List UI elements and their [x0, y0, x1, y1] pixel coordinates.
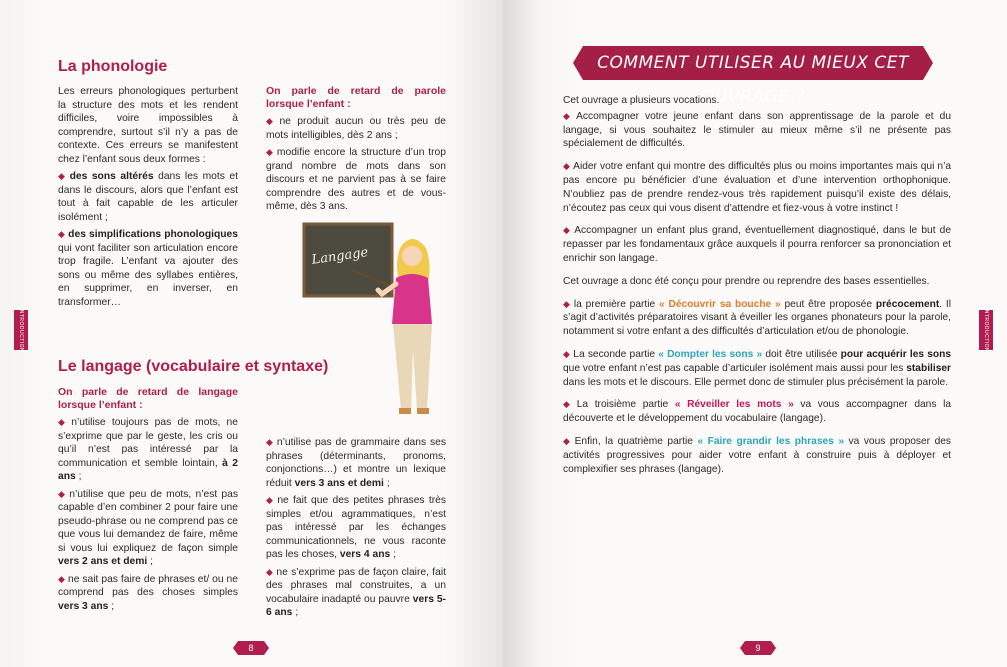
part-2: ◆ La seconde partie « Dompter les sons » doit être utilisée pour acquérir les sons que votre enfant n’est pas capable d’articuler isolément mais aussi pour les stabiliser dans les mots et le discours. Elle permet donc de stimuler plus précisément la parole. — [563, 348, 952, 388]
bullet-icon: ◆ — [58, 229, 66, 239]
face — [402, 246, 422, 266]
part-3: ◆ La troisième partie « Réveiller les mots » va vous accompagner dans la découverte et le développement du vocabulaire (langage). — [563, 399, 952, 425]
bullet-icon: ◆ — [266, 495, 275, 505]
bullet-icon: ◆ — [563, 110, 574, 121]
usage-column — [563, 94, 951, 485]
retard-parole-item-2: ◆ modifie encore la structure d’un trop grand nombre de mots dans son discours et ne parvient pas à se faire comprendre des autres et de vous-même, dès 3 ans. — [266, 147, 446, 212]
bullet-icon: ◆ — [58, 488, 67, 499]
concu-paragraph: Cet ouvrage a donc été conçu pour prendre ou reprendre des bases essentielles. — [563, 275, 930, 287]
right-page — [503, 0, 1007, 667]
phonologie-bullet-2: ◆ des simplifications phonologiques qui vont faciliter son articulation encore trop fragile. L’enfant va ajouter des sons ou même des syllabes entières, en supprimer, en inverser, en transformer… — [58, 229, 239, 308]
retard-langage-column-1 — [58, 386, 238, 617]
bullet-icon: ◆ — [58, 171, 67, 181]
usage-intro: Cet ouvrage a plusieurs vocations. — [563, 95, 720, 106]
section-banner: COMMENT UTILISER AU MIEUX CET OUVRAGE ? — [583, 46, 923, 80]
retard-langage-heading: On parle de retard de langage lorsque l’enfant : — [58, 386, 238, 411]
shoe-left — [399, 408, 411, 414]
bullet-icon: ◆ — [563, 161, 571, 172]
bullet-icon: ◆ — [563, 399, 574, 410]
retard-langage-item-2: ◆ n’utilise que peu de mots, n’est pas capable d’en combiner 2 pour faire une pseudo-phrase ou ne comprend pas ce que vous lui demandez de faire, même si vous lui expliquez de façon simple vers 2 ans et demi ; — [58, 488, 239, 567]
page-number-right: 9 — [745, 641, 771, 655]
phonologie-bullet-1: ◆ des sons altérés dans les mots et dans le discours, alors que l’enfant est tout à fait capable de les articuler isolément ; — [58, 171, 239, 223]
bullet-icon: ◆ — [563, 348, 571, 359]
page-number-left: 8 — [238, 641, 264, 655]
bullet-icon: ◆ — [563, 435, 572, 446]
section-title-phonologie: La phonologie — [58, 58, 168, 75]
retard-langage-item-4: ◆ n’utilise pas de grammaire dans ses phrases (déterminants, pronoms, conjonctions…) et montre un lexique réduit vers 3 ans et demi ; — [266, 437, 446, 489]
bullet-icon: ◆ — [58, 573, 65, 584]
phonologie-intro: Les erreurs phonologiques perturbent la structure des mots et les rendent difficiles, voire impossibles à comprendre, surtout s’il n’y a pas de contexte. Ces erreurs se manifestent chez l’enfant sous deux formes : — [58, 86, 238, 165]
left-page — [0, 0, 503, 667]
side-tab-left: INTRODUCTION — [14, 310, 28, 350]
retard-parole-heading: On parle de retard de parole lorsque l’enfant : — [266, 85, 446, 110]
retard-langage-item-1: ◆ n’utilise toujours pas de mots, ne s’exprime que par le geste, les cris ou qu’il n’est pas intéressé par la communication et semble lointain, à 2 ans ; — [58, 417, 238, 482]
bullet-icon: ◆ — [266, 566, 274, 577]
side-tab-right: INTRODUCTION — [979, 310, 993, 350]
retard-parole-item-1: ◆ ne produit aucun ou très peu de mots intelligibles, dès 2 ans ; — [266, 116, 446, 141]
trousers — [393, 324, 432, 410]
part-1: ◆ la première partie « Découvrir sa bouche » peut être proposée précocement. Il s’agit d’activités préparatoires visant à éveiller les organes phonateurs pour la parole, notamment si votre enfant a des difficultés d’articulation et/ou de phonologie. — [563, 298, 952, 338]
retard-langage-item-5: ◆ ne fait que des petites phrases très simples et/ou agrammatiques, n’est pas intéressé par les échanges communicationnels, ne vous raconte pas les choses, vers 4 ans ; — [266, 495, 446, 560]
bullet-icon: ◆ — [563, 298, 571, 309]
vocation-1: ◆ Accompagner votre jeune enfant dans son apprentissage de la parole et du langage, si vous souhaitez le stimuler au mieux même s’il ne présente pas spécialement de difficultés. — [563, 110, 951, 150]
shoe-right — [417, 408, 429, 414]
bullet-icon: ◆ — [58, 417, 69, 427]
vocation-2: ◆ Aider votre enfant qui montre des difficultés plus ou moins importantes mais qui n’a pas encore pu bénéficier d’une évaluation et d’une intervention orthophonique. N’oubliez pas de prendre rendez-vous très rapidement puisqu’il existe des délais, n’écoutez pas ceux qui vous disent d’attendre et fiez-vous à votre instinct ! — [563, 161, 951, 214]
vocation-3: ◆ Accompagner un enfant plus grand, éventuellement diagnostiqué, dans le but de repasser par les fondamentaux grâce auxquels il pourra renforcer sa prononciation et enrichir son langage. — [563, 225, 952, 264]
bullet-icon: ◆ — [266, 437, 274, 447]
part-4: ◆ Enfin, la quatrième partie « Faire grandir les phrases » va vous proposer des activités progressives pour aider votre enfant à construire puis à déployer et complexifier ses phrases (langage). — [563, 435, 952, 475]
bullet-icon: ◆ — [266, 147, 274, 157]
phonologie-column — [58, 85, 238, 313]
chalkboard-text: Langage — [310, 245, 370, 268]
teacher-illustration — [300, 220, 450, 430]
retard-langage-column-2 — [266, 436, 446, 624]
retard-langage-item-6: ◆ ne s’exprime pas de façon claire, fait des phrases mal construites, a un vocabulaire inadapté ou pauvre vers 5-6 ans ; — [266, 566, 446, 618]
shirt — [392, 274, 432, 324]
bullet-icon: ◆ — [563, 225, 572, 236]
section-title-langage: Le langage (vocabulaire et syntaxe) — [58, 358, 329, 375]
retard-parole-column — [266, 85, 446, 218]
bullet-icon: ◆ — [266, 116, 277, 126]
retard-langage-item-3: ◆ ne sait pas faire de phrases et/ ou ne comprend pas des choses simples vers 3 ans ; — [58, 573, 239, 612]
